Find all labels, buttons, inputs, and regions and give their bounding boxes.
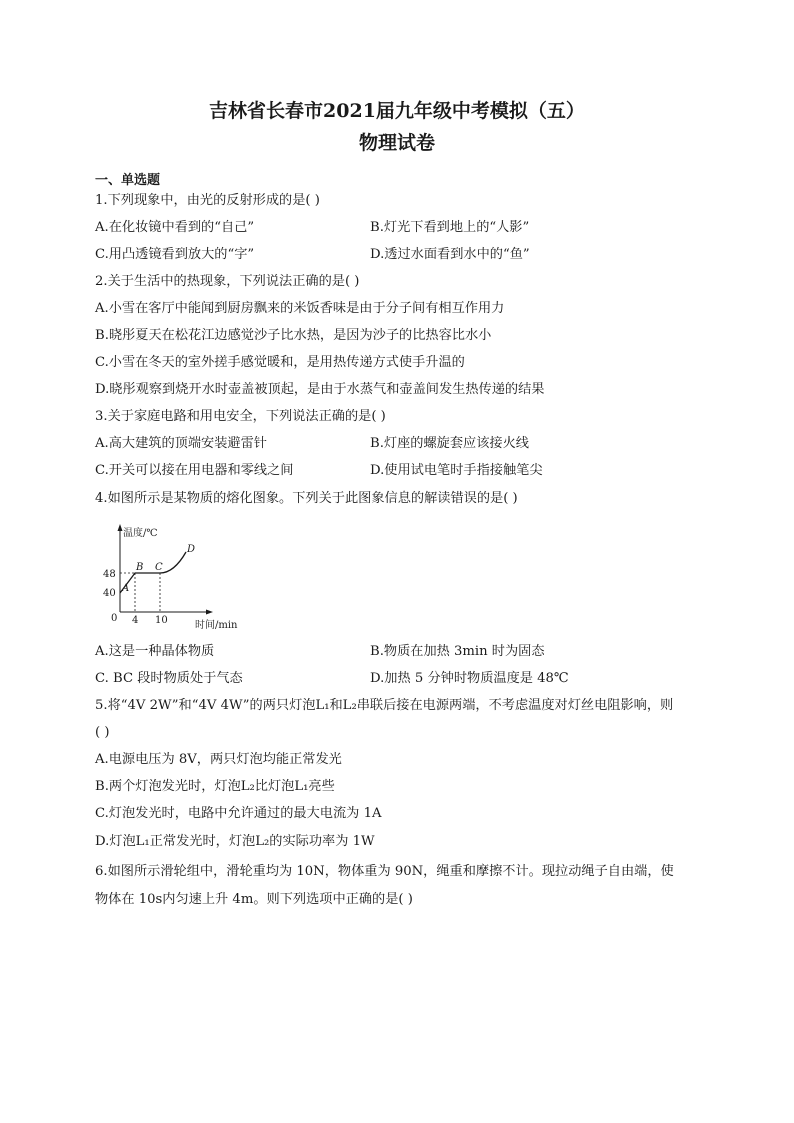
x-tick-4: 4 [132,615,139,626]
question-4-option-d: D.加热 5 分钟时物质温度是 48℃ [370,671,569,686]
question-3-stem: 3.关于家庭电路和用电安全，下列说法正确的是( ) [95,409,386,424]
question-1-option-d: D.透过水面看到水中的“鱼” [370,247,530,262]
y-tick-40: 40 [103,588,116,599]
question-1-stem: 1.下列现象中，由光的反射形成的是( ) [95,193,320,208]
question-2-option-c: C.小雪在冬天的室外搓手感觉暖和，是用热传递方式使手升温的 [95,355,465,370]
question-1-option-c: C.用凸透镜看到放大的“字” [95,247,255,262]
question-3-option-c: C.开关可以接在用电器和零线之间 [95,463,294,478]
question-2-option-b: B.晓彤夏天在松花江边感觉沙子比水热，是因为沙子的比热容比水小 [95,328,492,343]
question-3-option-b: B.灯座的螺旋套应该接火线 [370,436,529,451]
question-2-option-d: D.晓彤观察到烧开水时壶盖被顶起，是由于水蒸气和壶盖间发生热传递的结果 [95,382,545,397]
question-3-option-d: D.使用试电笔时手指接触笔尖 [370,463,543,478]
question-1-option-b: B.灯光下看到地上的“人影” [370,220,530,235]
question-4-option-c: C. BC 段时物质处于气态 [95,671,243,686]
x-axis-arrow [206,610,213,615]
melting-curve-figure [98,522,248,632]
x-tick-0: 0 [111,613,118,624]
y-axis-arrow [118,524,123,531]
x-tick-10: 10 [155,615,168,626]
x-axis-label: 时间/min [195,620,238,631]
question-2-option-a: A.小雪在客厅中能闻到厨房飘来的米饭香味是由于分子间有相互作用力 [95,301,505,316]
point-label-b: B [136,562,144,573]
point-label-a: A [122,583,130,594]
question-5-stem: 5.将“4V 2W”和“4V 4W”的两只灯泡L₁和L₂串联后接在电源两端，不考虑温度对灯丝电阻影响，则 [95,698,674,713]
question-3-option-a: A.高大建筑的顶端安装避雷针 [95,436,267,451]
question-6-stem-cont: 物体在 10s内匀速上升 4m。则下列选项中正确的是( ) [95,892,413,907]
question-5-option-d: D.灯泡L₁正常发光时，灯泡L₂的实际功率为 1W [95,834,375,849]
point-label-c: C [155,562,163,573]
question-5-option-c: C.灯泡发光时，电路中允许通过的最大电流为 1A [95,806,382,821]
question-6-stem: 6.如图所示滑轮组中，滑轮重均为 10N，物体重为 90N，绳重和摩擦不计。现拉动绳子自由端，使 [95,864,674,879]
y-axis-label: 温度/℃ [123,528,158,539]
question-1-option-a: A.在化妆镜中看到的“自己” [95,220,255,235]
question-5-option-a: A.电源电压为 8V，两只灯泡均能正常发光 [95,752,342,767]
y-tick-48: 48 [103,569,116,580]
melting-curve [120,552,186,593]
exam-title: 吉林省长春市2021届九年级中考模拟（五） [209,100,585,122]
question-4-stem: 4.如图所示是某物质的熔化图象。下列关于此图象信息的解读错误的是( ) [95,491,518,506]
exam-subtitle: 物理试卷 [358,132,435,154]
question-4-option-b: B.物质在加热 3min 时为固态 [370,644,545,659]
section-heading: 一、单选题 [95,173,161,188]
question-2-stem: 2.关于生活中的热现象，下列说法正确的是( ) [95,274,360,289]
question-4-option-a: A.这是一种晶体物质 [95,644,215,659]
question-5-stem-cont: ( ) [95,725,110,740]
point-label-d: D [187,544,196,555]
question-5-option-b: B.两个灯泡发光时，灯泡L₂比灯泡L₁亮些 [95,779,335,794]
